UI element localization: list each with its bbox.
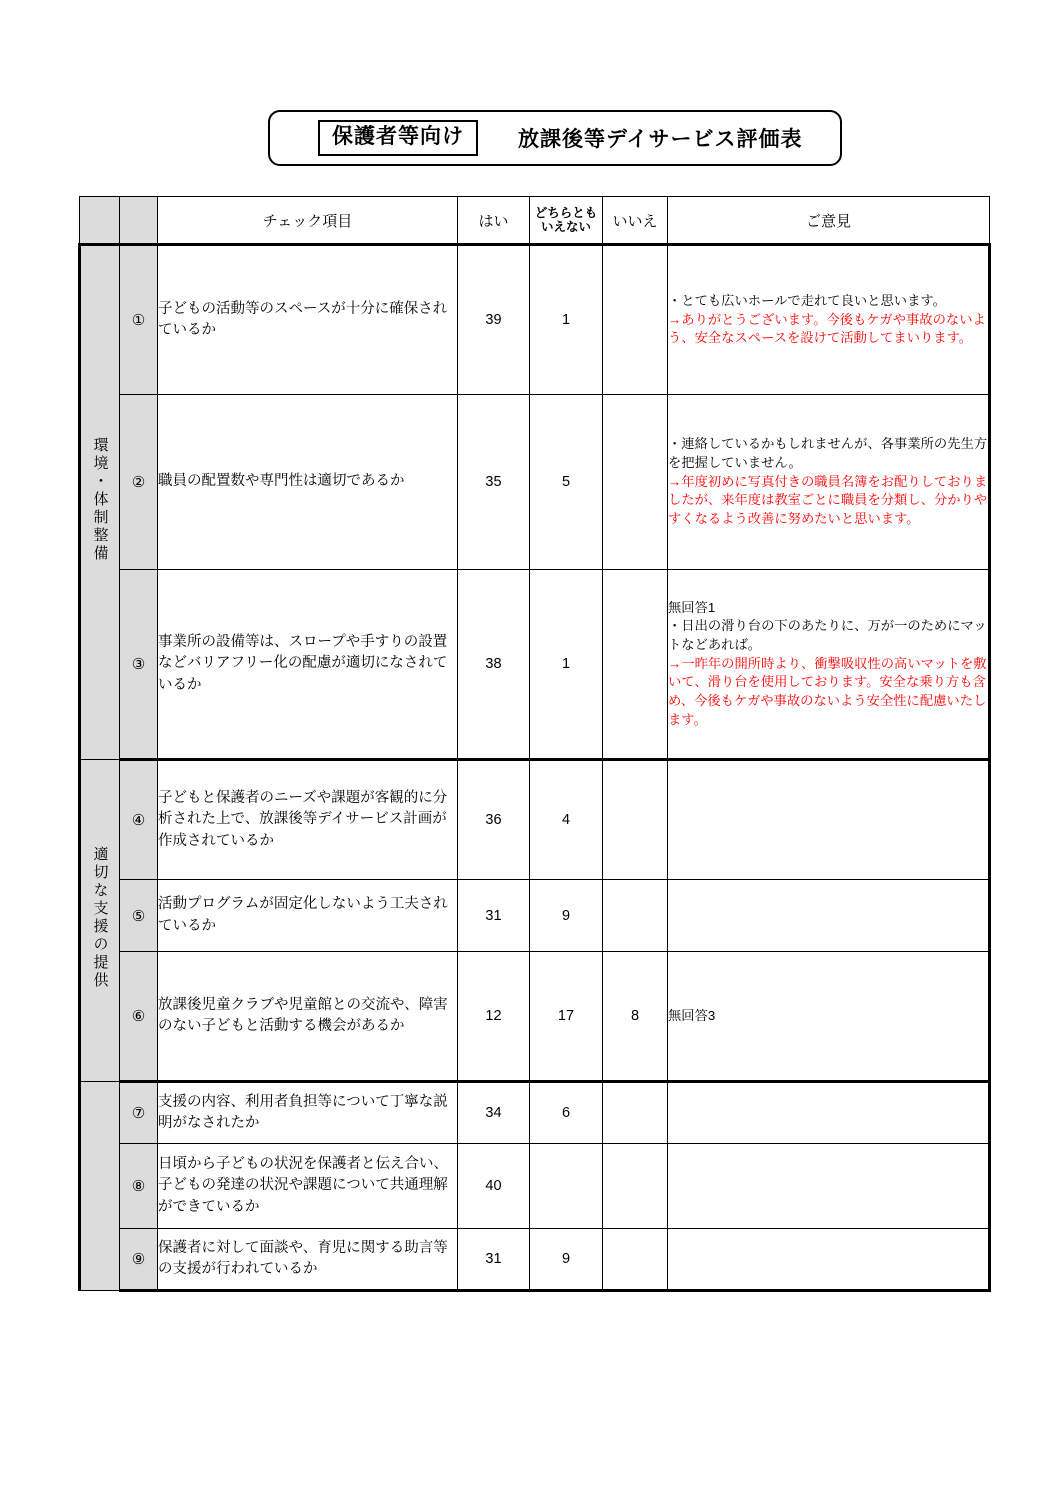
comment-cell xyxy=(668,1229,990,1291)
check-item-text: 保護者に対して面談や、育児に関する助言等の支援が行われているか xyxy=(158,1229,458,1291)
table-row xyxy=(80,1082,990,1144)
value-no xyxy=(603,570,668,760)
value-no: 8 xyxy=(603,952,668,1082)
table-body xyxy=(80,245,990,1291)
evaluation-table xyxy=(78,196,991,1292)
comment-text-black: 無回答1 xyxy=(668,599,716,615)
value-neutral xyxy=(530,1144,603,1229)
table-header-row xyxy=(80,197,990,245)
table-row xyxy=(80,880,990,952)
table-row xyxy=(80,1229,990,1291)
comment-cell xyxy=(668,952,990,1082)
category-label: 適切な支援の提供 xyxy=(91,846,109,990)
comment-text-black: ・とても広いホールで走れて良いと思います。 xyxy=(668,293,946,309)
header-comment: ご意見 xyxy=(668,197,990,245)
check-item-text: 子どもの活動等のスペースが十分に確保されているか xyxy=(158,245,458,395)
value-yes: 38 xyxy=(458,570,530,760)
value-neutral: 5 xyxy=(530,395,603,570)
row-number: ⑥ xyxy=(120,952,158,1082)
document-title-banner xyxy=(268,110,842,166)
check-item-text: 子どもと保護者のニーズや課題が客観的に分析された上で、放課後等デイサービス計画が作成されているか xyxy=(158,760,458,880)
table-row xyxy=(80,952,990,1082)
value-no xyxy=(603,1144,668,1229)
header-number xyxy=(120,197,158,245)
category-cell-2 xyxy=(80,760,120,1082)
row-number: ③ xyxy=(120,570,158,760)
comment-text-red: →ありがとうございます。今後もケガや事故のないよう、安全なスペースを設けて活動してまいります。 xyxy=(668,311,986,346)
value-yes: 31 xyxy=(458,1229,530,1291)
comment-cell xyxy=(668,395,990,570)
title-badge: 保護者等向け xyxy=(318,120,478,155)
check-item-text: 活動プログラムが固定化しないよう工夫されているか xyxy=(158,880,458,952)
comment-text-red: →年度初めに写真付きの職員名簿をお配りしておりましたが、来年度は教室ごとに職員を分類し、分かりやすくなるよう改善に努めたいと思います。 xyxy=(668,473,988,526)
value-yes: 39 xyxy=(458,245,530,395)
comment-cell xyxy=(668,570,990,760)
table-row xyxy=(80,395,990,570)
value-no xyxy=(603,880,668,952)
value-yes: 36 xyxy=(458,760,530,880)
value-neutral: 6 xyxy=(530,1082,603,1144)
value-yes: 12 xyxy=(458,952,530,1082)
check-item-text: 事業所の設備等は、スロープや手すりの設置などバリアフリー化の配慮が適切になされているか xyxy=(158,570,458,760)
header-category xyxy=(80,197,120,245)
value-neutral: 4 xyxy=(530,760,603,880)
row-number: ⑦ xyxy=(120,1082,158,1144)
comment-text-black: ・連絡しているかもしれませんが、各事業所の先生方を把握していません。 xyxy=(668,436,988,471)
row-number: ① xyxy=(120,245,158,395)
category-cell-1 xyxy=(80,245,120,760)
value-no xyxy=(603,395,668,570)
page-title: 放課後等デイサービス評価表 xyxy=(518,128,803,151)
value-yes: 40 xyxy=(458,1144,530,1229)
comment-cell xyxy=(668,245,990,395)
table-row xyxy=(80,760,990,880)
value-no xyxy=(603,1082,668,1144)
comment-cell xyxy=(668,880,990,952)
table-row xyxy=(80,570,990,760)
value-no xyxy=(603,1229,668,1291)
header-yes: はい xyxy=(458,197,530,245)
check-item-text: 職員の配置数や専門性は適切であるか xyxy=(158,395,458,570)
header-neutral xyxy=(530,197,603,245)
row-number: ② xyxy=(120,395,158,570)
row-number: ⑧ xyxy=(120,1144,158,1229)
value-yes: 31 xyxy=(458,880,530,952)
header-check-item: チェック項目 xyxy=(158,197,458,245)
comment-cell xyxy=(668,1082,990,1144)
row-number: ⑤ xyxy=(120,880,158,952)
row-number: ⑨ xyxy=(120,1229,158,1291)
comment-text-black: ・日出の滑り台の下のあたりに、万が一のためにマットなどあれば。 xyxy=(668,618,987,653)
table-row xyxy=(80,245,990,395)
value-neutral: 9 xyxy=(530,880,603,952)
value-yes: 35 xyxy=(458,395,530,570)
header-no: いいえ xyxy=(603,197,668,245)
comment-text-red: →一昨年の開所時より、衝撃吸収性の高いマットを敷いて、滑り台を使用しております。安全な乗り方も含め、今後もケガや事故のないよう安全性に配慮いたします。 xyxy=(668,655,987,727)
comment-text-black: 無回答3 xyxy=(668,1007,716,1023)
check-item-text: 日頃から子どもの状況を保護者と伝え合い、子どもの発達の状況や課題について共通理解ができているか xyxy=(158,1144,458,1229)
header-neutral-line2: いえない xyxy=(540,220,591,234)
category-label: 環境・体制整備 xyxy=(91,437,109,563)
row-number: ④ xyxy=(120,760,158,880)
value-neutral: 17 xyxy=(530,952,603,1082)
header-neutral-line1: どちらとも xyxy=(534,205,598,220)
value-no xyxy=(603,760,668,880)
value-yes: 34 xyxy=(458,1082,530,1144)
value-neutral: 1 xyxy=(530,245,603,395)
value-neutral: 9 xyxy=(530,1229,603,1291)
value-no xyxy=(603,245,668,395)
comment-cell xyxy=(668,1144,990,1229)
check-item-text: 支援の内容、利用者負担等について丁寧な説明がなされたか xyxy=(158,1082,458,1144)
check-item-text: 放課後児童クラブや児童館との交流や、障害のない子どもと活動する機会があるか xyxy=(158,952,458,1082)
comment-cell xyxy=(668,760,990,880)
category-cell-3 xyxy=(80,1082,120,1291)
table-row xyxy=(80,1144,990,1229)
value-neutral: 1 xyxy=(530,570,603,760)
